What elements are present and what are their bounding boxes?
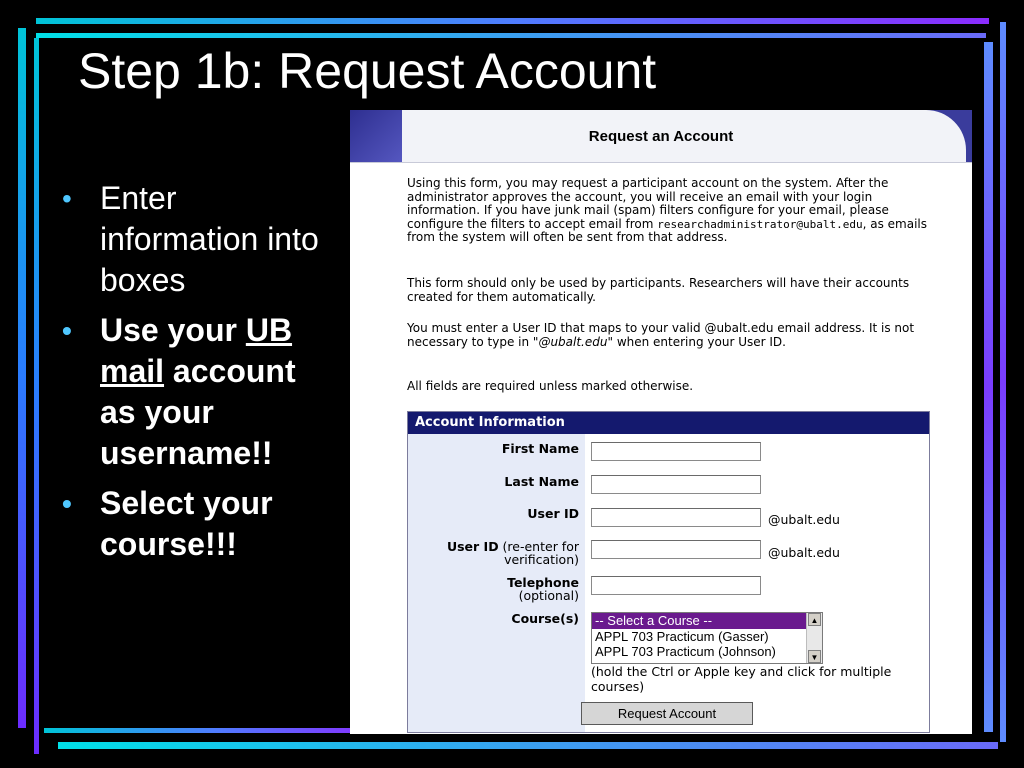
last-name-input[interactable] [591, 475, 761, 494]
scroll-up-arrow-icon[interactable]: ▲ [808, 613, 821, 626]
bullet-text-underlined: UB mail [100, 312, 293, 389]
user-id-confirm-domain-suffix: @ubalt.edu [768, 545, 840, 560]
form-page-title: Request an Account [588, 128, 734, 145]
intro-text: , as emails from the system will often be sent from that address. [407, 216, 927, 244]
user-id-label: User ID [527, 506, 579, 521]
course-select-list[interactable] [591, 612, 823, 664]
request-account-button[interactable]: Request Account [581, 702, 753, 725]
last-name-label: Last Name [504, 474, 579, 489]
course-list-scrollbar[interactable] [806, 613, 822, 663]
bullet-text-post: account as your username!! [100, 353, 296, 471]
user-id-input[interactable] [591, 508, 761, 527]
bullet-text: Enter information into boxes [100, 180, 319, 298]
bullet-list [62, 178, 337, 574]
intro-emphasis: @ubalt.edu [538, 334, 608, 349]
course-selection-hint: (hold the Ctrl or Apple key and click for multiple courses) [591, 664, 892, 694]
intro-paragraph-4: All fields are required unless marked otherwise. [407, 379, 694, 393]
bullet-item [62, 178, 337, 301]
first-name-input[interactable] [591, 442, 761, 461]
embedded-form-screenshot [350, 110, 972, 734]
account-information-form [407, 411, 930, 733]
course-option[interactable]: APPL 703 Practicum (Johnson) [595, 644, 776, 659]
bullet-item [62, 483, 337, 565]
user-id-confirm-label: User ID (re-enter for verification) [446, 539, 579, 567]
first-name-label: First Name [501, 441, 579, 456]
scroll-down-arrow-icon[interactable]: ▼ [808, 650, 821, 663]
intro-text: " when entering your User ID. [607, 334, 786, 349]
bullet-text: Select your course!!! [100, 485, 273, 562]
telephone-input[interactable] [591, 576, 761, 595]
slide-title: Step 1b: Request Account [78, 43, 657, 99]
courses-label: Course(s) [511, 611, 579, 626]
form-section-header: Account Information [408, 412, 929, 434]
form-page-header [350, 110, 972, 163]
intro-text: You must enter a User ID that maps to your valid @ubalt.edu email address. It is not necessary to type in " [407, 321, 915, 349]
left-border-bar [18, 28, 26, 728]
telephone-label: Telephone (optional) [507, 575, 579, 603]
bullet-dot-icon: • [62, 488, 72, 519]
bottom-border-bar [58, 742, 998, 749]
course-option[interactable]: APPL 703 Practicum (Gasser) [595, 628, 769, 644]
right-border-bar-outer [1000, 22, 1006, 742]
left-border-bar-inner [34, 38, 39, 754]
course-option[interactable]: -- Select a Course -- [592, 613, 822, 629]
bullet-text-pre: Use your [100, 312, 246, 348]
admin-email: researchadministrator@ubalt.edu [657, 217, 863, 231]
top-border-bar [36, 18, 989, 24]
top-border-bar-inner [36, 33, 986, 38]
user-id-confirm-input[interactable] [591, 540, 761, 559]
intro-text: Using this form, you may request a participant account on the system. After the administrator approves the account, you will receive an email with your login information. If you have junk mail (spam) filters configure for your email, please configure the filters to accept email from [407, 176, 889, 231]
bullet-dot-icon: • [62, 315, 72, 346]
bullet-item [62, 310, 337, 474]
intro-paragraph-3 [407, 322, 937, 349]
intro-paragraph-2: This form should only be used by participants. Researchers will have their accounts created for them automatically. [407, 276, 910, 304]
right-border-bar [984, 42, 993, 732]
bullet-dot-icon: • [62, 183, 72, 214]
user-id-domain-suffix: @ubalt.edu [768, 512, 840, 527]
bottom-border-bar-inner [44, 728, 384, 733]
intro-paragraph-1 [407, 177, 937, 245]
